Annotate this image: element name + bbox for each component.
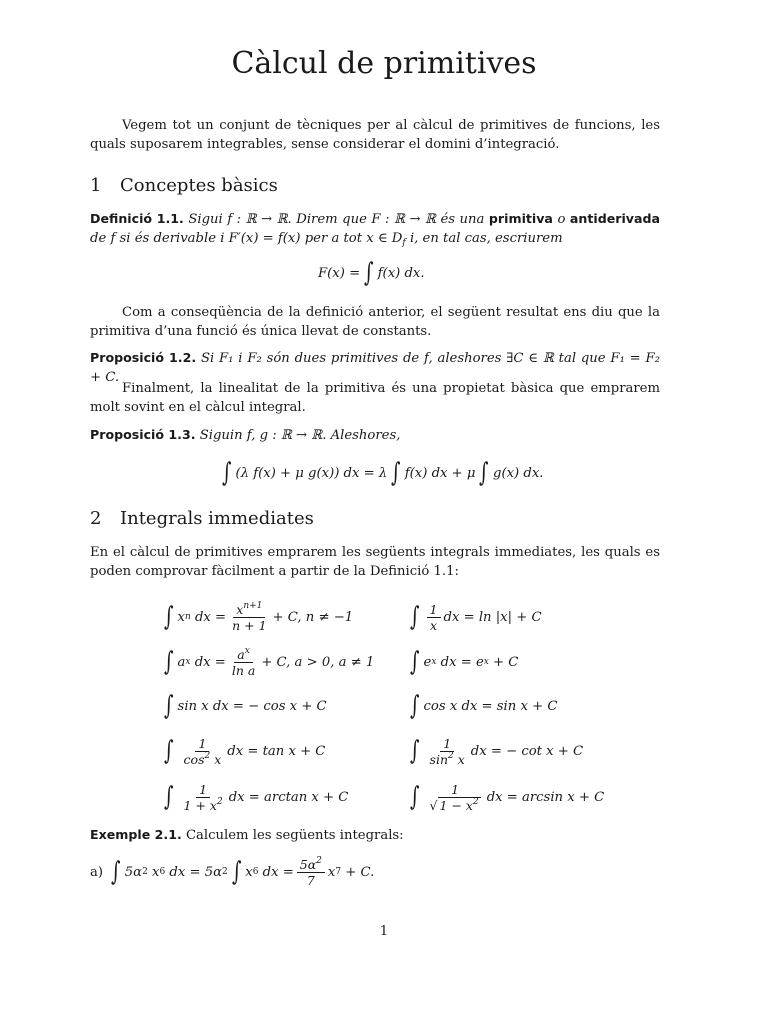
equation-definition xyxy=(318,253,425,293)
var: x xyxy=(245,864,253,880)
result-tail: + C, n ≠ −1 xyxy=(272,609,354,625)
integral-sign: ∫ xyxy=(164,691,174,721)
integral-sign: ∫ xyxy=(410,782,420,812)
denominator: 7 xyxy=(306,872,315,888)
example-2-1 xyxy=(90,825,660,845)
denominator-exponent: 2 xyxy=(472,796,479,807)
denominator: n + 1 xyxy=(232,617,267,633)
section-title: Integrals immediates xyxy=(120,508,314,529)
definition-text-a: Sigui f : ℝ → ℝ. Direm que F : ℝ → ℝ és una xyxy=(188,212,485,227)
denominator-tail: x xyxy=(457,751,465,767)
integral-arctan xyxy=(160,777,348,817)
integral-sign: ∫ xyxy=(391,458,401,488)
base: a xyxy=(177,654,186,670)
paragraph-consequence: Com a conseqüència de la definició anterior, el següent resultat ens diu que la primitiva d’una funció és única llevat de constants. xyxy=(90,305,660,339)
denominator: 1 + x xyxy=(183,797,217,813)
result: dx = e xyxy=(440,654,484,670)
dx-eq: dx = 5α xyxy=(169,864,222,880)
numerator: 1 xyxy=(448,782,462,798)
numerator: 1 xyxy=(427,602,441,618)
denominator: x xyxy=(429,617,438,633)
integral-sign: ∫ xyxy=(410,736,420,766)
denominator: cos xyxy=(183,751,205,767)
intro-paragraph: Vegem tot un conjunt de tècniques per al càlcul de primitives de funcions, les quals suposarem integrables, sense considerar el domini d’integració. xyxy=(90,118,660,152)
integral-sec-squared xyxy=(160,731,325,771)
numerator: a xyxy=(237,646,245,662)
integral-sign: ∫ xyxy=(164,782,174,812)
integral-sign: ∫ xyxy=(410,602,420,632)
result-tail: + C. xyxy=(345,864,375,880)
integral-sign: ∫ xyxy=(164,736,174,766)
result-tail: + C xyxy=(493,654,519,670)
fraction xyxy=(427,736,468,767)
proposition-1-3 xyxy=(90,425,660,445)
coef: 5α xyxy=(124,864,143,880)
numerator: x xyxy=(236,601,244,617)
denominator-exponent: 2 xyxy=(448,750,454,761)
fraction xyxy=(181,782,226,813)
var: x xyxy=(327,864,336,880)
integral-sign: ∫ xyxy=(231,857,242,887)
denominator: 1 − x xyxy=(439,797,473,813)
result-tail: dx = arctan x + C xyxy=(228,789,349,805)
section-title: Conceptes bàsics xyxy=(120,175,278,196)
denominator-exponent: 2 xyxy=(216,796,223,807)
fraction xyxy=(427,782,484,813)
denominator: ln a xyxy=(231,662,256,678)
eq-part-c: g(x) dx. xyxy=(493,465,544,481)
eq-part-a: (λ f(x) + μ g(x)) dx = λ xyxy=(235,465,388,481)
definition-text-d: i, en tal cas, escriurem xyxy=(409,231,563,246)
fraction xyxy=(229,647,258,678)
numerator: 1 xyxy=(440,736,454,752)
fraction xyxy=(181,736,225,767)
dx-eq: dx = xyxy=(262,864,294,880)
domain-subscript: f xyxy=(402,238,406,248)
integral-cosine xyxy=(406,686,557,726)
numerator-exponent: x xyxy=(244,645,250,656)
integral-sign: ∫ xyxy=(410,647,420,677)
dx-eq: dx = xyxy=(194,609,227,625)
page-title: Càlcul de primitives xyxy=(231,46,537,81)
example-label: Exemple 2.1. xyxy=(90,827,182,842)
base: x xyxy=(177,609,185,625)
result-tail: dx = − cot x + C xyxy=(470,743,584,759)
proposition-text: Siguin f, g : ℝ → ℝ. Aleshores, xyxy=(199,428,401,443)
integral-sine xyxy=(160,686,327,726)
result-tail: dx = arcsin x + C xyxy=(486,789,605,805)
integral-sign: ∫ xyxy=(164,647,174,677)
term-primitiva: primitiva xyxy=(488,211,553,226)
definition-label: Definició 1.1. xyxy=(90,211,184,226)
var: x xyxy=(152,864,160,880)
paragraph-immediate: En el càlcul de primitives emprarem les següents integrals immediates, les quals es poden comprovar fàcilment a partir de la Definició 1.1: xyxy=(90,545,660,579)
integral-sign: ∫ xyxy=(410,691,420,721)
page-number: 1 xyxy=(379,924,389,939)
integral-body: sin x dx = − cos x + C xyxy=(177,698,327,714)
section-number: 2 xyxy=(90,508,102,529)
integral-csc-squared xyxy=(406,731,583,771)
integral-arcsin xyxy=(406,777,604,817)
denominator-exponent: 2 xyxy=(204,750,211,761)
term-antiderivada: antiderivada xyxy=(569,211,661,226)
integral-reciprocal xyxy=(406,597,542,637)
fraction xyxy=(297,857,325,888)
integral-sign: ∫ xyxy=(364,258,374,288)
integral-body: cos x dx = sin x + C xyxy=(423,698,558,714)
numerator: 1 xyxy=(195,736,209,752)
integral-exponential-e: ∫ e x dx = e x + C xyxy=(410,647,519,677)
base: e xyxy=(423,654,432,670)
denominator: sin xyxy=(429,751,449,767)
result-tail: + C, a > 0, a ≠ 1 xyxy=(261,654,375,670)
integral-power: ∫ x n dx = $\frac{x^{n+1}}{n + 1}$ + C, n ≠ −1 xyxy=(164,600,354,633)
eq-lhs: F(x) = xyxy=(318,265,361,281)
eq-part-b: f(x) dx + μ xyxy=(404,465,476,481)
numerator: 5α xyxy=(299,856,317,872)
section-heading-1 xyxy=(90,175,278,196)
integral-exponential-a: ∫ a x dx = $\frac{a^x}{\text{ln a}}$ + C, a > 0, a ≠ 1 xyxy=(164,645,375,678)
proposition-label: Proposició 1.3. xyxy=(90,427,196,442)
example-a: a) ∫ 5α 2 x 6 dx = 5α 2 ∫ x 6 dx = $\frac{5\alpha^2}{7}$ x 7 + C. xyxy=(90,855,375,888)
root-sign: √ xyxy=(429,797,438,813)
proposition-text: Si F₁ i F₂ són dues primitives de f, aleshores ∃C ∈ ℝ tal que F₁ = F₂ + C. xyxy=(90,351,660,385)
fraction xyxy=(427,602,441,633)
definition-text-c: de f si és derivable i F′(x) = f(x) per a tot x ∈ D xyxy=(90,231,403,246)
denominator-tail: x xyxy=(214,751,222,767)
integral-sign: ∫ xyxy=(479,458,489,488)
section-number: 1 xyxy=(90,175,102,196)
example-text: Calculem les següents integrals: xyxy=(185,828,404,843)
definition-1-1 xyxy=(90,209,660,248)
result-tail: dx = tan x + C xyxy=(227,743,326,759)
numerator-exponent: 2 xyxy=(316,855,322,866)
integral-sign: ∫ xyxy=(164,602,174,632)
item-label: a) xyxy=(90,864,104,880)
section-heading-2 xyxy=(90,508,314,529)
integral-sign: ∫ xyxy=(111,857,121,887)
numerator: 1 xyxy=(196,782,210,798)
equation-linearity xyxy=(218,453,543,493)
definition-text-b: o xyxy=(557,212,566,227)
eq-rhs: f(x) dx. xyxy=(377,265,425,281)
proposition-label: Proposició 1.2. xyxy=(90,350,197,365)
paragraph-linearity: Finalment, la linealitat de la primitiva és una propietat bàsica que emprarem molt sovint en el càlcul integral. xyxy=(90,381,660,415)
numerator-exponent: n+1 xyxy=(243,600,263,611)
fraction xyxy=(229,602,269,633)
dx-eq: dx = xyxy=(194,654,226,670)
integral-sign: ∫ xyxy=(222,458,232,488)
result-tail: dx = ln |x| + C xyxy=(443,609,542,625)
